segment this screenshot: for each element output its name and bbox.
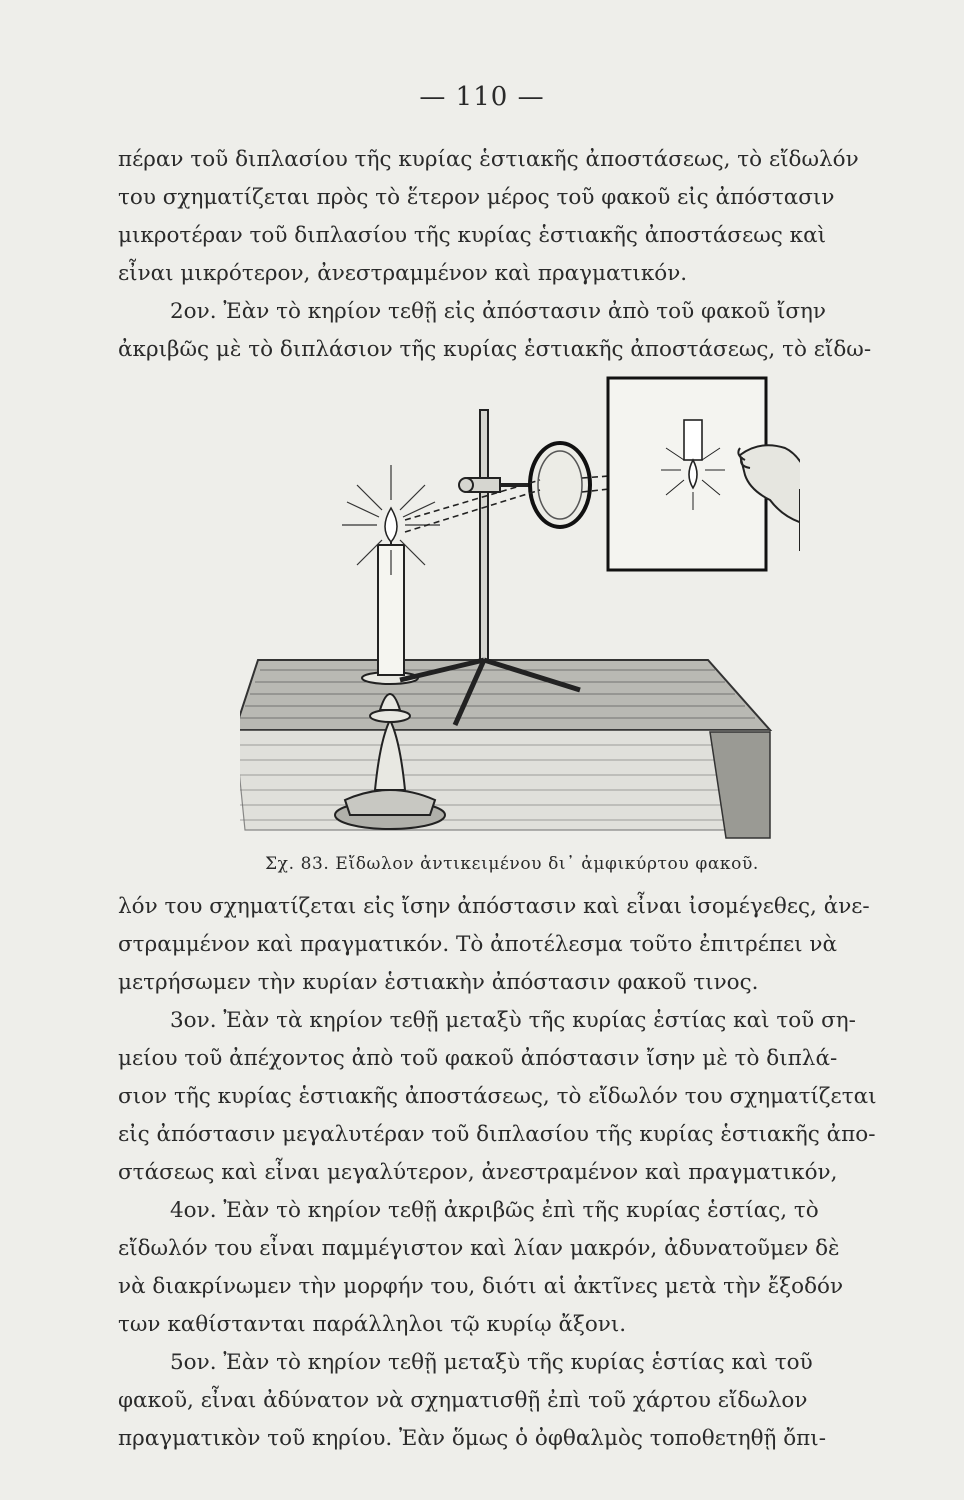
text-line: εἴδωλόν του εἶναι παμμέγιστον καὶ λίαν μακρόν, ἀδυνατοῦμεν δὲ xyxy=(118,1236,840,1261)
text-line: σιον τῆς κυρίας ἑστιακῆς ἀποστάσεως, τὸ εἴδωλόν του σχηματίζεται xyxy=(118,1084,877,1109)
text-line: μείου τοῦ ἀπέχοντος ἀπὸ τοῦ φακοῦ ἀπόστασιν ἴσην μὲ τὸ διπλά- xyxy=(118,1046,838,1071)
text-line: του σχηματίζεται πρὸς τὸ ἕτερον μέρος τοῦ φακοῦ εἰς ἀπόστασιν xyxy=(118,185,835,210)
text-line: πραγματικὸν τοῦ κηρίου. Ἐὰν ὅμως ὁ ὀφθαλμὸς τοποθετηθῇ ὄπι- xyxy=(118,1426,826,1451)
text-line: μικροτέραν τοῦ διπλασίου τῆς κυρίας ἑστιακῆς ἀποστάσεως καὶ xyxy=(118,223,827,248)
text-line: εἶναι μικρότερον, ἀνεστραμμένον καὶ πραγματικόν. xyxy=(118,261,688,286)
flame xyxy=(385,508,397,542)
screen xyxy=(608,378,766,570)
text-line: νὰ διακρίνωμεν τὴν μορφήν του, διότι αἱ ἀκτῖνες μετὰ τὴν ἔξοδόν xyxy=(118,1274,844,1299)
text-line: 3ον. Ἐὰν τὰ κηρίον τεθῇ μεταξὺ τῆς κυρίας ἑστίας καὶ τοῦ ση- xyxy=(170,1008,856,1033)
text-line: 4ον. Ἐὰν τὸ κηρίον τεθῇ ἀκριβῶς ἐπὶ τῆς κυρίας ἑστίας, τὸ xyxy=(170,1198,819,1223)
text-line: 5ον. Ἐὰν τὸ κηρίον τεθῇ μεταξὺ τῆς κυρίας ἑστίας καὶ τοῦ xyxy=(170,1350,813,1375)
paragraph-bottom xyxy=(118,888,933,1458)
text-line: στάσεως καὶ εἶναι μεγαλύτερον, ἀνεστραμένον καὶ πραγματικόν, xyxy=(118,1160,838,1185)
text-line: μετρήσωμεν τὴν κυρίαν ἑστιακὴν ἀπόστασιν φακοῦ τινος. xyxy=(118,970,759,995)
lens-illustration xyxy=(240,360,800,850)
lens-experiment-figure xyxy=(240,360,800,850)
text-line: 2ον. Ἐὰν τὸ κηρίον τεθῇ εἰς ἀπόστασιν ἀπὸ τοῦ φακοῦ ἴσην xyxy=(170,299,826,324)
text-line: στραμμένον καὶ πραγματικόν. Τὸ ἀποτέλεσμα τοῦτο ἐπιτρέπει νὰ xyxy=(118,932,838,957)
lens xyxy=(530,443,590,527)
text-line: φακοῦ, εἶναι ἀδύνατον νὰ σχηματισθῇ ἐπὶ τοῦ χάρτου εἴδωλον xyxy=(118,1388,808,1413)
text-line: λόν του σχηματίζεται εἰς ἴσην ἀπόστασιν καὶ εἶναι ἰσομέγεθες, ἀνε- xyxy=(118,894,870,919)
text-line: ἀκριβῶς μὲ τὸ διπλάσιον τῆς κυρίας ἑστιακῆς ἀποστάσεως, τὸ εἴδω- xyxy=(118,337,872,362)
page-number: — 110 — xyxy=(419,82,545,112)
text-line: πέραν τοῦ διπλασίου τῆς κυρίας ἑστιακῆς ἀποστάσεως, τὸ εἴδωλόν xyxy=(118,147,859,172)
text-line: εἰς ἀπόστασιν μεγαλυτέραν τοῦ διπλασίου τῆς κυρίας ἑστιακῆς ἀπο- xyxy=(118,1122,876,1147)
text-line: των καθίστανται παράλληλοι τῷ κυρίῳ ἄξονι. xyxy=(118,1312,627,1337)
figure-caption: Σχ. 83. Εἴδωλον ἀντικειμένου δι᾽ ἀμφικύρτου φακοῦ. xyxy=(265,854,759,874)
paragraph-top xyxy=(118,141,933,369)
